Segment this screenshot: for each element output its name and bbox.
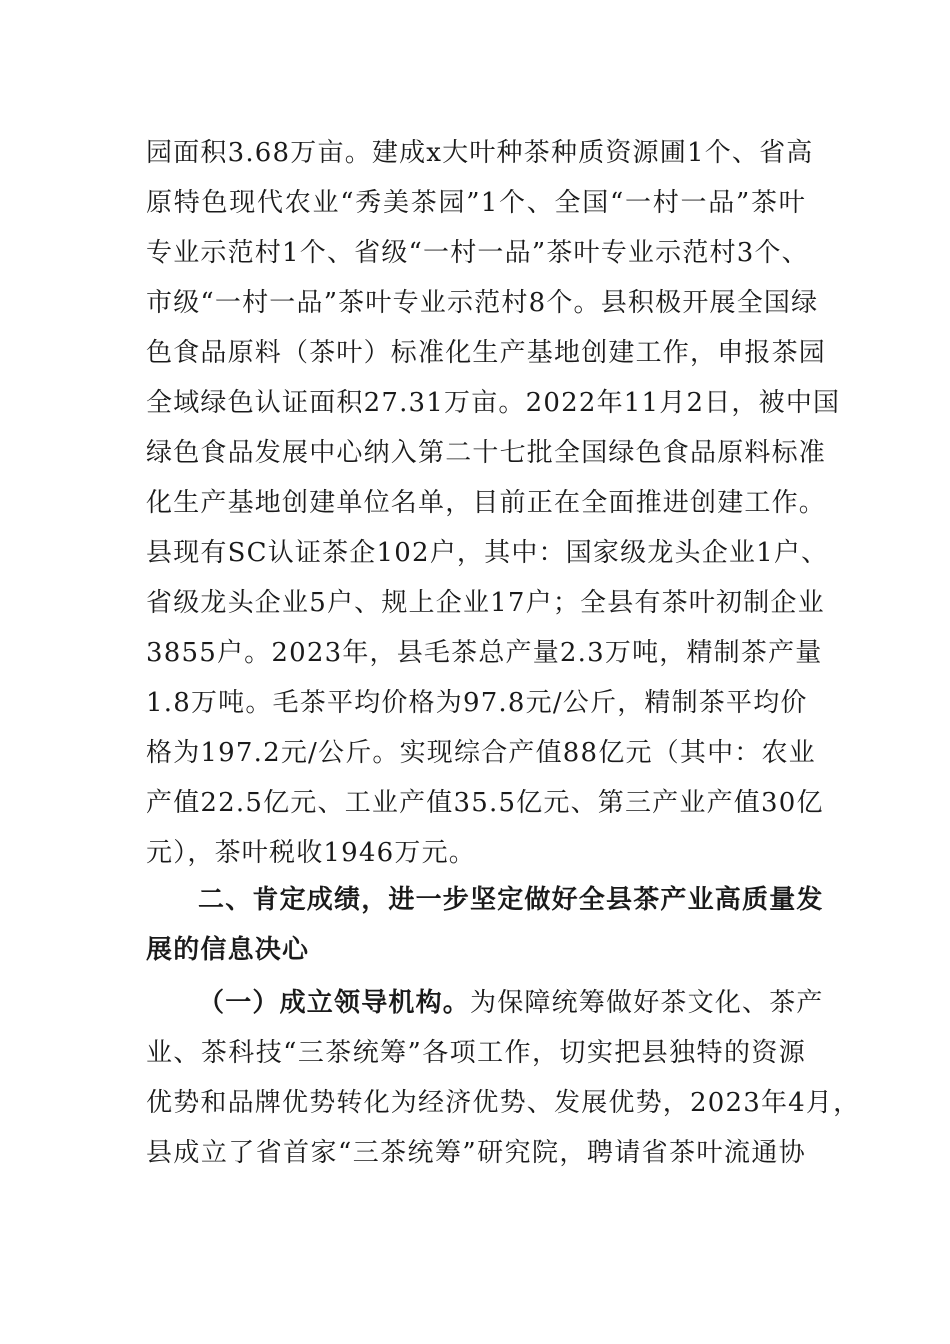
text-line: 省级龙头企业5户、规上企业17户；全县有茶叶初制企业: [146, 588, 825, 618]
text-line: 县现有SC认证茶企102户，其中：国家级龙头企业1户、: [146, 538, 829, 568]
text-line: 优势和品牌优势转化为经济优势、发展优势，2023年4月，: [146, 1088, 861, 1118]
text-line-rest: 为保障统筹做好茶文化、茶产: [470, 988, 824, 1018]
text-line: 业、茶科技“三茶统筹”各项工作，切实把县独特的资源: [146, 1038, 806, 1068]
text-line: 专业示范村1个、省级“一村一品”茶叶专业示范村3个、: [146, 238, 809, 268]
text-line: 县成立了省首家“三茶统筹”研究院，聘请省茶叶流通协: [146, 1138, 806, 1168]
text-line: 市级“一村一品”茶叶专业示范村8个。县积极开展全国绿: [146, 288, 819, 318]
text-line: 色食品原料（茶叶）标准化生产基地创建工作，申报茶园: [146, 338, 827, 368]
text-line: 格为197.2元/公斤。实现综合产值88亿元（其中：农业: [146, 738, 816, 768]
subheading-leadin: （一）成立领导机构。: [198, 988, 471, 1018]
text-line: 绿色食品发展中心纳入第二十七批全国绿色食品原料标准: [146, 438, 827, 468]
text-line: 化生产基地创建单位名单，目前正在全面推进创建工作。: [146, 488, 827, 518]
heading-line: 展的信息决心: [146, 935, 310, 965]
text-line: 产值22.5亿元、工业产值35.5亿元、第三产业产值30亿: [146, 788, 824, 818]
text-line: 元），茶叶税收1946万元。: [146, 838, 476, 868]
text-line: [198, 978, 824, 1028]
text-line: 原特色现代农业“秀美茶园”1个、全国“一村一品”茶叶: [146, 188, 806, 218]
text-line: 1.8万吨。毛茶平均价格为97.8元/公斤，精制茶平均价: [146, 688, 808, 718]
text-line: 全域绿色认证面积27.31万亩。2022年11月2日，被中国: [146, 388, 841, 418]
text-line: 园面积3.68万亩。建成x大叶种茶种质资源圃1个、省高: [146, 138, 814, 168]
heading-line: 二、肯定成绩，进一步坚定做好全县茶产业高质量发: [198, 885, 824, 915]
text-line: 3855户。2023年，县毛茶总产量2.3万吨，精制茶产量: [146, 638, 823, 668]
